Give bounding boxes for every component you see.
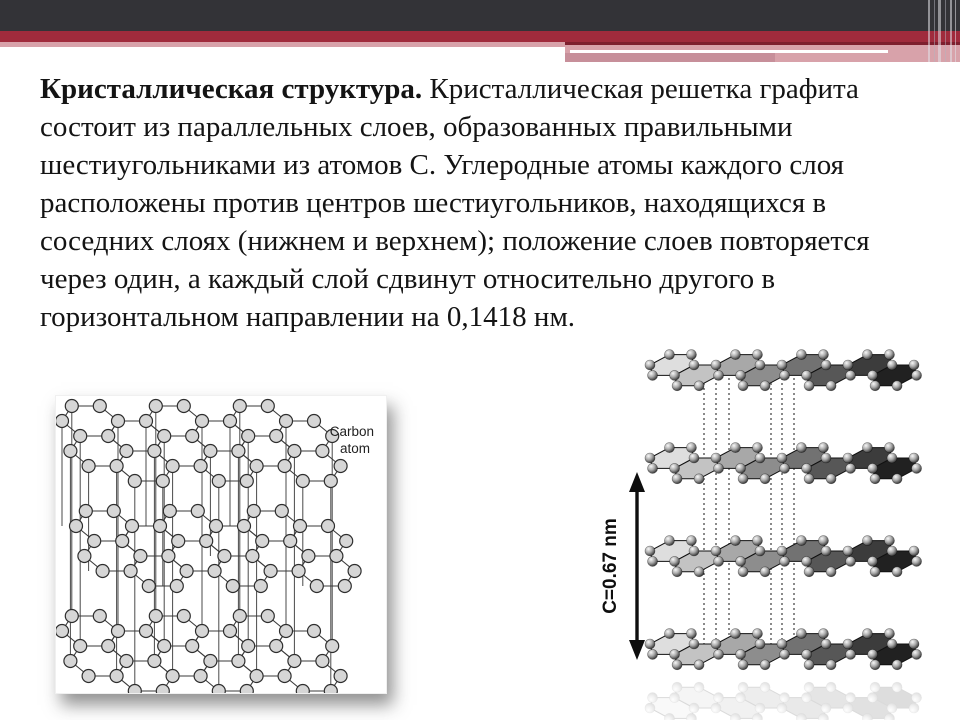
header-pink-strip-medium xyxy=(565,53,775,62)
header-dark-bar xyxy=(0,0,960,31)
header-red-bar xyxy=(0,31,960,42)
carbon-atom-label-line2: atom xyxy=(339,441,370,456)
paragraph-body: Кристаллическая решетка графита состоит из параллельных слоев, образованных правильными шестиугольниками из атомов C. Углеродные атомы каждого слоя расположены против центров шестиугольников, находящихся в соседних слоях (нижнем и верхнем); положение слоев повторяется через один, а каждый слой сдвинут относительно другого в горизонтальном направлении на 0,1418 нм. xyxy=(40,73,870,333)
graphite-lattice-figure xyxy=(55,395,387,694)
c-spacing-arrow xyxy=(629,472,645,660)
graphite-lattice-drawing xyxy=(56,396,386,693)
graphite-layers-figure xyxy=(580,325,960,720)
graphite-sheet-4 xyxy=(645,629,922,670)
paragraph-lead: Кристаллическая структура. xyxy=(40,73,423,105)
header-pink-strip-left xyxy=(0,42,565,47)
c-spacing-label: C=0.67 nm xyxy=(600,518,621,614)
reflection xyxy=(645,682,922,720)
graphite-sheet-2 xyxy=(645,443,922,484)
header-darkred-strip xyxy=(565,42,960,45)
carbon-atom-label: Carbon xyxy=(329,424,374,439)
interlayer-dotted-lines xyxy=(704,368,794,646)
header-corner-stripes xyxy=(924,0,960,62)
graphite-sheet-1 xyxy=(645,350,922,391)
graphite-sheet-3 xyxy=(645,536,922,577)
main-paragraph xyxy=(40,70,912,336)
